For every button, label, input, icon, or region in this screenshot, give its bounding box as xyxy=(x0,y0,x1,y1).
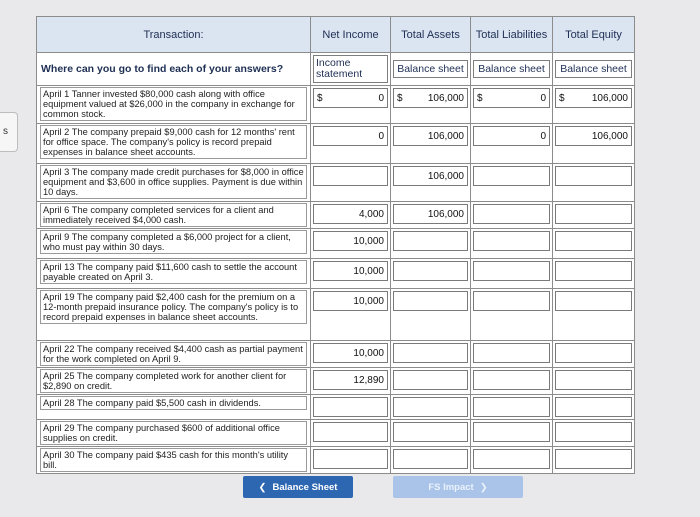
table-row xyxy=(37,124,635,164)
total-assets-cell xyxy=(391,164,471,202)
total-assets-input[interactable] xyxy=(393,422,468,442)
total-liabilities-cell xyxy=(471,164,553,202)
net-income-input[interactable] xyxy=(313,261,388,281)
total-equity-cell xyxy=(553,289,635,341)
total-equity-cell xyxy=(553,124,635,164)
transaction-description-text: April 29 The company purchased $600 of additional office supplies on credit. xyxy=(40,421,307,445)
source-total-assets-cell[interactable] xyxy=(391,53,471,86)
table-row xyxy=(37,420,635,447)
chevron-right-icon: ❯ xyxy=(479,481,488,493)
currency-symbol: $ xyxy=(477,92,483,104)
transaction-description-text: April 6 The company completed services for a client and immediately received $4,000 cash. xyxy=(40,203,307,227)
net-income-input[interactable] xyxy=(313,422,388,442)
net-income-cell xyxy=(311,124,391,164)
total-equity-cell xyxy=(553,86,635,124)
net-income-input[interactable] xyxy=(313,88,388,108)
transaction-description-text: April 9 The company completed a $6,000 project for a client, who must pay within 30 days. xyxy=(40,230,307,254)
source-net-income-cell[interactable] xyxy=(311,53,391,86)
source-total-liabilities-cell[interactable] xyxy=(471,53,553,86)
transaction-description xyxy=(37,124,311,164)
header-total-equity: Total Equity xyxy=(553,17,635,53)
total-equity-input[interactable] xyxy=(555,370,632,390)
net-income-cell xyxy=(311,229,391,259)
currency-symbol: $ xyxy=(397,92,403,104)
total-assets-cell xyxy=(391,86,471,124)
total-equity-value: 106,000 xyxy=(591,130,628,142)
total-assets-cell xyxy=(391,341,471,368)
table-row xyxy=(37,368,635,395)
source-row xyxy=(37,53,635,86)
total-equity-cell xyxy=(553,368,635,395)
total-liabilities-cell xyxy=(471,289,553,341)
net-income-cell xyxy=(311,395,391,420)
total-liabilities-input[interactable] xyxy=(473,397,550,417)
total-liabilities-cell xyxy=(471,202,553,229)
transaction-description xyxy=(37,368,311,395)
total-assets-value: 106,000 xyxy=(427,170,464,182)
total-liabilities-input[interactable] xyxy=(473,204,550,224)
total-liabilities-cell xyxy=(471,124,553,164)
transaction-description xyxy=(37,289,311,341)
total-equity-input[interactable] xyxy=(555,231,632,251)
total-assets-cell xyxy=(391,420,471,447)
side-tab-label: s xyxy=(3,126,8,137)
net-income-cell xyxy=(311,202,391,229)
total-liabilities-cell xyxy=(471,86,553,124)
total-assets-input[interactable] xyxy=(393,370,468,390)
transaction-description xyxy=(37,420,311,447)
transaction-description xyxy=(37,202,311,229)
header-row xyxy=(37,17,635,53)
net-income-input[interactable] xyxy=(313,166,388,186)
total-liabilities-input[interactable] xyxy=(473,449,550,469)
transaction-description xyxy=(37,86,311,124)
total-equity-input[interactable] xyxy=(555,343,632,363)
transaction-description-text: April 19 The company paid $2,400 cash for the premium on a 12-month prepaid insurance policy. The company's policy is to record prepaid expenses in balance sheet accounts. xyxy=(40,290,307,324)
net-income-value: 0 xyxy=(378,130,384,142)
total-equity-input[interactable] xyxy=(555,449,632,469)
total-assets-input[interactable] xyxy=(393,343,468,363)
total-assets-input[interactable] xyxy=(393,88,468,108)
source-total-assets-select[interactable]: Balance sheet xyxy=(393,60,468,78)
total-equity-cell xyxy=(553,259,635,289)
total-assets-cell xyxy=(391,447,471,474)
source-net-income-select[interactable]: Income statement xyxy=(313,55,388,83)
total-equity-input[interactable] xyxy=(555,397,632,417)
transaction-description-text: April 25 The company completed work for another client for $2,890 on credit. xyxy=(40,369,307,393)
table-row xyxy=(37,259,635,289)
net-income-value: 10,000 xyxy=(353,295,384,307)
table-row xyxy=(37,341,635,368)
total-equity-input[interactable] xyxy=(555,166,632,186)
total-liabilities-input[interactable] xyxy=(473,166,550,186)
total-assets-cell xyxy=(391,289,471,341)
table-row xyxy=(37,447,635,474)
total-liabilities-cell xyxy=(471,229,553,259)
total-equity-cell xyxy=(553,395,635,420)
table-row xyxy=(37,86,635,124)
total-assets-input[interactable] xyxy=(393,449,468,469)
total-assets-cell xyxy=(391,395,471,420)
total-liabilities-input[interactable] xyxy=(473,370,550,390)
net-income-cell xyxy=(311,447,391,474)
total-assets-value: 106,000 xyxy=(427,130,464,142)
net-income-value: 10,000 xyxy=(353,235,384,247)
total-equity-cell xyxy=(553,420,635,447)
total-liabilities-cell xyxy=(471,259,553,289)
header-total-assets: Total Assets xyxy=(391,17,471,53)
total-equity-input[interactable] xyxy=(555,422,632,442)
total-liabilities-input[interactable] xyxy=(473,231,550,251)
total-assets-input[interactable] xyxy=(393,166,468,186)
net-income-input[interactable] xyxy=(313,370,388,390)
total-liabilities-input[interactable] xyxy=(473,343,550,363)
total-liabilities-input[interactable] xyxy=(473,126,550,146)
net-income-cell xyxy=(311,86,391,124)
total-equity-input[interactable] xyxy=(555,88,632,108)
net-income-input[interactable] xyxy=(313,231,388,251)
net-income-input[interactable] xyxy=(313,397,388,417)
total-liabilities-value: 0 xyxy=(540,92,546,104)
total-equity-cell xyxy=(553,164,635,202)
net-income-cell xyxy=(311,368,391,395)
prev-button-label: Balance Sheet xyxy=(272,481,338,493)
currency-symbol: $ xyxy=(559,92,565,104)
transaction-description-text: April 2 The company prepaid $9,000 cash for 12 months' rent for office space. The company's policy is record prepaid expenses in balance sheet accounts. xyxy=(40,125,307,159)
next-button-label: FS Impact xyxy=(428,481,474,493)
table-row xyxy=(37,395,635,420)
transaction-description xyxy=(37,229,311,259)
transaction-description xyxy=(37,447,311,474)
transaction-description xyxy=(37,341,311,368)
total-liabilities-input[interactable] xyxy=(473,261,550,281)
source-total-equity-select[interactable]: Balance sheet xyxy=(555,60,632,78)
total-assets-input[interactable] xyxy=(393,204,468,224)
total-equity-input[interactable] xyxy=(555,261,632,281)
table-row xyxy=(37,289,635,341)
net-income-input[interactable] xyxy=(313,126,388,146)
total-equity-cell xyxy=(553,447,635,474)
total-liabilities-input[interactable] xyxy=(473,88,550,108)
net-income-value: 12,890 xyxy=(353,374,384,386)
total-liabilities-value: 0 xyxy=(540,130,546,142)
net-income-input[interactable] xyxy=(313,204,388,224)
transaction-description-text: April 28 The company paid $5,500 cash in dividends. xyxy=(40,396,307,410)
net-income-value: 10,000 xyxy=(353,347,384,359)
total-assets-input[interactable] xyxy=(393,261,468,281)
total-assets-cell xyxy=(391,229,471,259)
fs-impact-next-button[interactable] xyxy=(393,476,523,498)
currency-symbol: $ xyxy=(317,92,323,104)
net-income-value: 10,000 xyxy=(353,265,384,277)
table-row xyxy=(37,229,635,259)
total-equity-input[interactable] xyxy=(555,126,632,146)
transaction-description-text: April 22 The company received $4,400 cash as partial payment for the work completed on April 9. xyxy=(40,342,307,366)
transaction-description xyxy=(37,259,311,289)
total-equity-input[interactable] xyxy=(555,204,632,224)
header-total-liabilities: Total Liabilities xyxy=(471,17,553,53)
transaction-description-text: April 30 The company paid $435 cash for this month's utility bill. xyxy=(40,448,307,472)
source-total-liabilities-select[interactable]: Balance sheet xyxy=(473,60,550,78)
total-assets-input[interactable] xyxy=(393,231,468,251)
total-assets-input[interactable] xyxy=(393,126,468,146)
transaction-description xyxy=(37,164,311,202)
total-liabilities-cell xyxy=(471,341,553,368)
net-income-input[interactable] xyxy=(313,449,388,469)
source-question: Where can you go to find each of your answers? xyxy=(37,53,311,86)
total-assets-cell xyxy=(391,202,471,229)
total-assets-cell xyxy=(391,368,471,395)
transaction-description-text: April 3 The company made credit purchases for $8,000 in office equipment and $3,600 in office supplies. Payment is due within 10 days. xyxy=(40,165,307,199)
chevron-left-icon: ❮ xyxy=(258,481,267,493)
total-assets-value: 106,000 xyxy=(427,208,464,220)
transaction-description xyxy=(37,395,311,420)
net-income-input[interactable] xyxy=(313,291,388,311)
total-equity-cell xyxy=(553,202,635,229)
net-income-cell xyxy=(311,289,391,341)
total-liabilities-cell xyxy=(471,420,553,447)
total-equity-cell xyxy=(553,229,635,259)
total-liabilities-cell xyxy=(471,395,553,420)
total-liabilities-input[interactable] xyxy=(473,291,550,311)
net-income-input[interactable] xyxy=(313,343,388,363)
header-transaction: Transaction: xyxy=(37,17,311,53)
total-equity-value: 106,000 xyxy=(591,92,628,104)
table-row xyxy=(37,164,635,202)
header-net-income: Net Income xyxy=(311,17,391,53)
total-assets-cell xyxy=(391,259,471,289)
total-liabilities-cell xyxy=(471,368,553,395)
total-assets-cell xyxy=(391,124,471,164)
table-row xyxy=(37,202,635,229)
net-income-value: 4,000 xyxy=(358,208,384,220)
net-income-cell xyxy=(311,164,391,202)
source-total-equity-cell[interactable] xyxy=(553,53,635,86)
transaction-description-text: April 1 Tanner invested $80,000 cash along with office equipment valued at $26,000 in the company in exchange for common stock. xyxy=(40,87,307,121)
total-equity-cell xyxy=(553,341,635,368)
total-assets-input[interactable] xyxy=(393,397,468,417)
net-income-cell xyxy=(311,259,391,289)
total-equity-input[interactable] xyxy=(555,291,632,311)
total-liabilities-cell xyxy=(471,447,553,474)
total-assets-value: 106,000 xyxy=(427,92,464,104)
net-income-cell xyxy=(311,341,391,368)
total-liabilities-input[interactable] xyxy=(473,422,550,442)
transaction-table xyxy=(36,16,635,474)
net-income-value: 0 xyxy=(378,92,384,104)
total-assets-input[interactable] xyxy=(393,291,468,311)
side-tab[interactable] xyxy=(0,112,18,152)
net-income-cell xyxy=(311,420,391,447)
balance-sheet-prev-button[interactable] xyxy=(243,476,353,498)
transaction-description-text: April 13 The company paid $11,600 cash to settle the account payable created on April 3. xyxy=(40,260,307,284)
